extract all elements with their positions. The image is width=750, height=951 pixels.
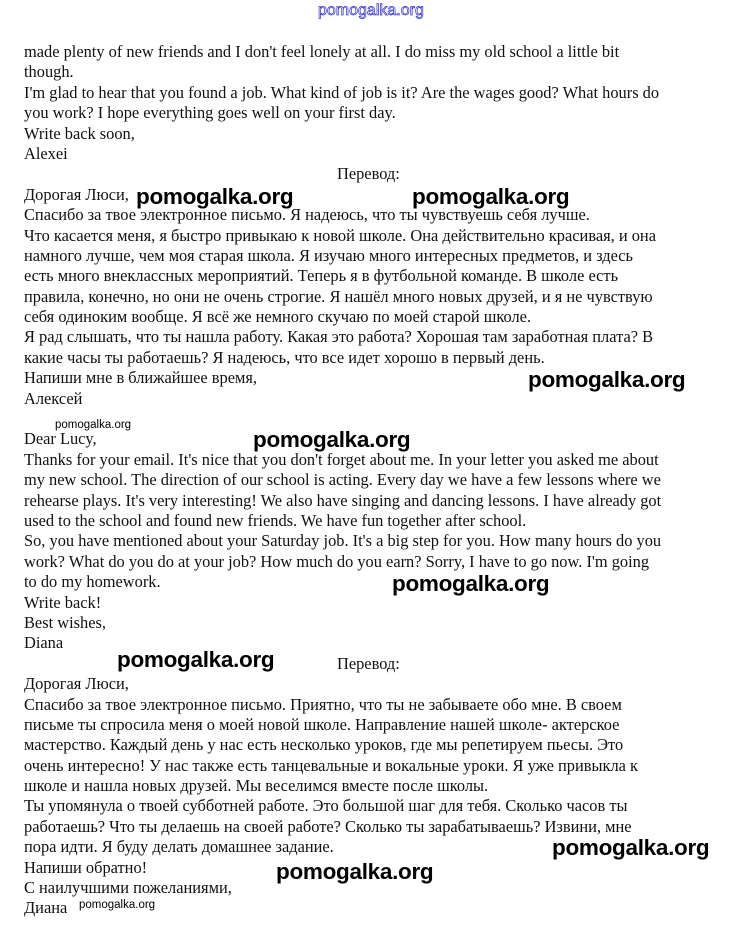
text-line: мастерство. Каждый день у нас есть несколько уроков, где мы репетируем пьесы. Это [24, 735, 624, 755]
text-line: Thanks for your email. It's nice that you don't forget about me. In your letter you asked me about [24, 449, 659, 469]
text-line: школе и нашла новых друзей. Мы веселимся вместе после школы. [24, 776, 489, 796]
text-line: my new school. The direction of our school is acting. Every day we have a few lessons where we [24, 470, 661, 490]
text-line: Alexei [24, 143, 68, 163]
text-line: Что касается меня, я быстро привыкаю к новой школе. Она действительно красивая, и она [24, 225, 656, 245]
text-line: Ты упомянула о твоей субботней работе. Это большой шаг для тебя. Сколько часов ты [24, 796, 628, 816]
text-line: Diana [24, 633, 64, 653]
text-line: правила, конечно, но они не очень строгие. Я нашёл много новых друзей, и я не чувствую [24, 286, 653, 306]
text-line: Спасибо за твое электронное письмо. Я надеюсь, что ты чувствуешь себя лучше. [24, 205, 590, 225]
text-line: Диана [24, 898, 68, 918]
text-line: So, you have mentioned about your Saturday job. It's a big step for you. How many hours do you [24, 531, 662, 551]
text-line: письме ты спросила меня о моей новой школе. Направление нашей школе- актерское [24, 714, 620, 734]
text-line: work? What do you do at your job? How much do you earn? Sorry, I have to go now. I'm going [24, 551, 650, 571]
text-line: Алексей [24, 388, 83, 408]
text-line: какие часы ты работаешь? Я надеюсь, что все идет хорошо в первый день. [24, 347, 545, 367]
text-line: Write back soon, [24, 123, 135, 143]
watermark: pomogalka.org [412, 184, 570, 209]
watermark: pomogalka.org [253, 427, 411, 452]
text-line: Я рад слышать, что ты нашла работу. Какая это работа? Хорошая там заработная плата? В [24, 327, 654, 347]
section-heading: Перевод: [337, 653, 400, 673]
text-line: Dear Lucy, [24, 429, 97, 449]
text-line: you work? I hope everything goes well on your first day. [24, 103, 396, 123]
text-line: Дорогая Люси, [24, 674, 129, 694]
text-line: очень интересно! У нас также есть танцевальные и вокальные уроки. Я уже привыкла к [24, 755, 639, 775]
document-body [24, 42, 744, 919]
text-line: Спасибо за твое электронное письмо. Приятно, что ты не забываете обо мне. В своем [24, 694, 622, 714]
watermark: pomogalka.org [136, 184, 294, 209]
text-line: Напиши мне в ближайшее время, [24, 368, 258, 388]
text-line: though. [24, 62, 74, 82]
text-line: С наилучшими пожеланиями, [24, 878, 232, 898]
text-line: Write back! [24, 592, 102, 612]
text-line: I'm glad to hear that you found a job. What kind of job is it? Are the wages good? What hours do [24, 82, 660, 102]
text-line: есть много внеклассных мероприятий. Теперь я в футбольной команде. В школе есть [24, 266, 619, 286]
watermark: pomogalka.org [79, 899, 156, 911]
section-heading: Перевод: [337, 164, 400, 184]
text-line: used to the school and found new friends. We have fun together after school. [24, 510, 527, 530]
watermark: pomogalka.org [117, 647, 275, 672]
text-line: Дорогая Люси, [24, 184, 129, 204]
text-line: намного лучше, чем моя старая школа. Я изучаю много интересных предметов, и здесь [24, 245, 634, 265]
text-line: made plenty of new friends and I don't feel lonely at all. I do miss my old school a little bit [24, 42, 620, 61]
text-line: пора идти. Я буду делать домашнее задание. [24, 837, 334, 857]
watermark: pomogalka.org [392, 571, 550, 596]
text-line: rehearse plays. It's very interesting! We also have singing and dancing lessons. I have already got [24, 490, 662, 510]
text-line: Best wishes, [24, 612, 106, 632]
text-line: работаешь? Что ты делаешь на своей работе? Сколько ты зарабатываешь? Извини, мне [24, 816, 632, 836]
watermark: pomogalka.org [276, 859, 434, 884]
watermark: pomogalka.org [528, 367, 686, 392]
text-line: to do my homework. [24, 572, 161, 592]
text-line: Напиши обратно! [24, 857, 148, 877]
header-watermark: pomogalka.org [318, 2, 424, 19]
watermark: pomogalka.org [55, 419, 132, 431]
text-line: себя одиноким вообще. Я всё же немного скучаю по моей старой школе. [24, 307, 532, 327]
watermark: pomogalka.org [552, 835, 710, 860]
